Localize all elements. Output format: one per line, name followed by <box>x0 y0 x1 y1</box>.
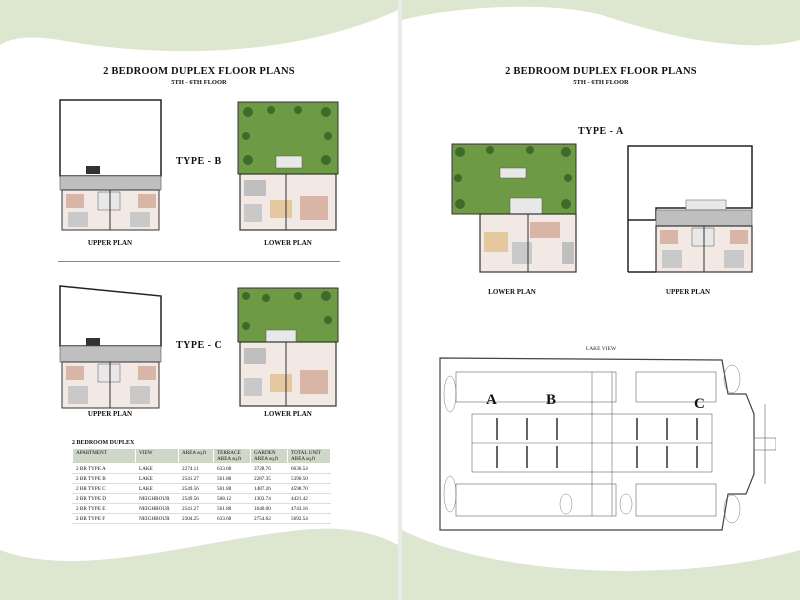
cell-apartment: 2 BR TYPE A <box>73 464 136 474</box>
type-b-upper-label: UPPER PLAN <box>87 239 133 247</box>
type-b-lower-plan <box>236 100 340 234</box>
type-c-lower-label: LOWER PLAN <box>264 410 312 418</box>
section-divider <box>58 261 340 262</box>
page-subtitle: 5TH - 6TH FLOOR <box>573 79 629 86</box>
lake-view-label: LAKE VIEW <box>585 346 617 352</box>
cell-area: 2541.27 <box>179 504 214 514</box>
right-page <box>402 0 800 600</box>
page-title: 2 BEDROOM DUPLEX FLOOR PLANS <box>505 66 697 77</box>
cell-total: 5692.54 <box>288 514 331 524</box>
type-c-upper-label: UPPER PLAN <box>87 410 133 418</box>
cell-garden: 2287.35 <box>251 474 288 484</box>
col-view: VIEW <box>136 449 179 464</box>
cell-apartment: 2 BR TYPE E <box>73 504 136 514</box>
cell-area: 2549.56 <box>179 484 214 494</box>
col-total: TOTAL UNIT AREA sq.ft <box>288 449 331 464</box>
type-c-lower-plan <box>236 286 340 410</box>
cell-view: NEIGHBOUR <box>136 504 179 514</box>
cell-terrace: 633.68 <box>214 464 251 474</box>
type-a-upper-plan <box>626 144 756 276</box>
col-garden: GARDEN AREA sq.ft <box>251 449 288 464</box>
type-a-lower-label: LOWER PLAN <box>488 288 536 296</box>
cell-view: LAKE <box>136 484 179 494</box>
left-page <box>0 0 398 600</box>
site-letter-b: B <box>546 392 557 408</box>
table-row <box>73 494 331 504</box>
cell-area: 2274.11 <box>179 464 214 474</box>
cell-area: 2549.56 <box>179 494 214 504</box>
page-title: 2 BEDROOM DUPLEX FLOOR PLANS <box>103 66 295 77</box>
table-row <box>73 514 331 524</box>
cell-garden: 1487.26 <box>251 484 288 494</box>
type-c-label: TYPE - C <box>176 340 223 351</box>
type-a-upper-label: UPPER PLAN <box>665 288 711 296</box>
cell-apartment: 2 BR TYPE D <box>73 494 136 504</box>
table-row <box>73 484 331 494</box>
type-b-lower-label: LOWER PLAN <box>264 239 312 247</box>
cell-terrace: 561.88 <box>214 484 251 494</box>
cell-view: LAKE <box>136 474 179 484</box>
site-plan <box>436 354 776 534</box>
page-subtitle: 5TH - 6TH FLOOR <box>171 79 227 86</box>
cell-garden: 3728.76 <box>251 464 288 474</box>
type-b-upper-plan <box>58 98 163 233</box>
cell-terrace: 568.12 <box>214 494 251 504</box>
site-letter-a: A <box>486 392 497 408</box>
cell-apartment: 2 BR TYPE B <box>73 474 136 484</box>
top-wave <box>0 0 398 70</box>
table-row <box>73 504 331 514</box>
cell-total: 4598.70 <box>288 484 331 494</box>
cell-view: NEIGHBOUR <box>136 494 179 504</box>
unit-area-table <box>72 448 331 524</box>
type-a-lower-plan <box>450 142 580 276</box>
cell-total: 4743.16 <box>288 504 331 514</box>
cell-terrace: 561.88 <box>214 474 251 484</box>
cell-garden: 1640.00 <box>251 504 288 514</box>
bottom-wave <box>0 520 398 600</box>
cell-area: 2304.25 <box>179 514 214 524</box>
cell-apartment: 2 BR TYPE F <box>73 514 136 524</box>
col-area: AREA sq.ft <box>179 449 214 464</box>
cell-total: 6636.54 <box>288 464 331 474</box>
cell-view: NEIGHBOUR <box>136 514 179 524</box>
cell-terrace: 633.68 <box>214 514 251 524</box>
col-terrace: TERRACE AREA sq.ft <box>214 449 251 464</box>
cell-area: 2541.27 <box>179 474 214 484</box>
col-apartment: APARTMENT <box>73 449 136 464</box>
cell-total: 4421.42 <box>288 494 331 504</box>
unit-table-title: 2 BEDROOM DUPLEX <box>72 440 135 446</box>
type-b-label: TYPE - B <box>176 156 222 167</box>
cell-view: LAKE <box>136 464 179 474</box>
type-c-upper-plan <box>58 284 163 412</box>
cell-garden: 1303.74 <box>251 494 288 504</box>
table-header-row <box>73 449 331 464</box>
cell-terrace: 561.88 <box>214 504 251 514</box>
cell-apartment: 2 BR TYPE C <box>73 484 136 494</box>
site-letter-c: C <box>694 396 705 412</box>
cell-garden: 2754.62 <box>251 514 288 524</box>
type-a-label: TYPE - A <box>578 126 624 137</box>
table-row <box>73 474 331 484</box>
table-row <box>73 464 331 474</box>
cell-total: 5390.50 <box>288 474 331 484</box>
